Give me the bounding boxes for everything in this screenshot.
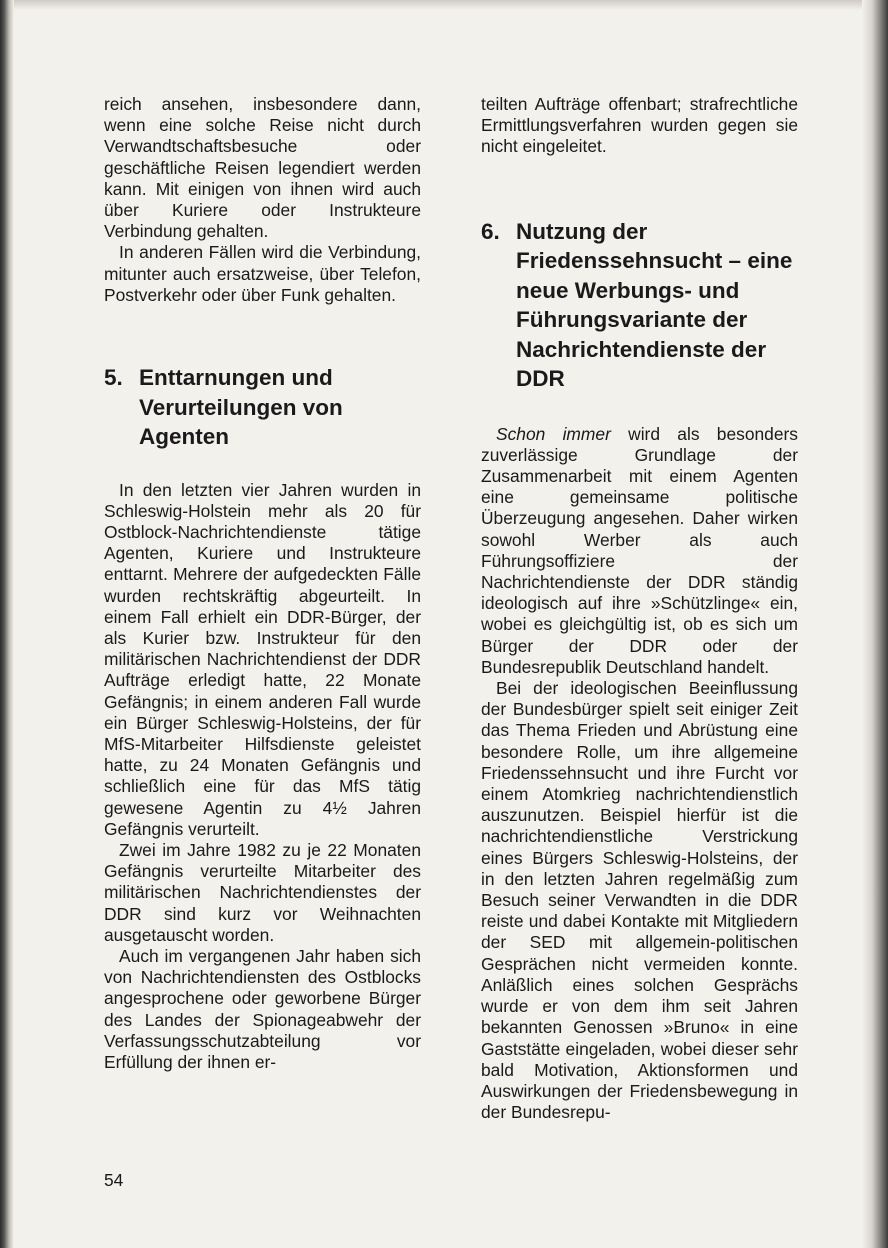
left-paragraph-2: In anderen Fällen wird die Verbindung, mitunter auch ersatzweise, über Telefon, Postverkehr oder über Funk gehalten. xyxy=(104,242,421,305)
scan-binding-edge xyxy=(0,0,14,1248)
section-5-heading xyxy=(104,363,421,452)
scan-top-edge xyxy=(0,0,888,10)
section-6-heading xyxy=(481,217,798,394)
section-6-number: 6. xyxy=(481,218,500,244)
left-paragraph-1: reich ansehen, insbesondere dann, wenn eine solche Reise nicht durch Verwandtschaftsbesuche oder geschäftliche Reisen legendiert werden kann. Mit einigen von ihnen wird auch über Kuriere oder Instrukteure Verbindung gehalten. xyxy=(104,94,421,242)
page-number: 54 xyxy=(104,1170,124,1190)
right-paragraph-2-body: wird als besonders zuverlässige Grundlage der Zusammenarbeit mit einem Agenten eine gemeinsame politische Überzeugung angesehen. Daher wirken sowohl Werber als auch Führungsoffiziere der Nachrichtendienste der DDR ständig ideologisch auf ihre »Schützlinge« ein, wobei es gleichgültig ist, ob es sich um Bürger der DDR oder der Bundesrepublik Deutschland handelt. xyxy=(481,423,798,677)
scan-right-edge xyxy=(862,0,888,1248)
section-6-title: Nutzung der Friedenssehnsucht – eine neue Werbungs- und Führungsvariante der Nachrichtendienste der DDR xyxy=(516,218,793,392)
left-column xyxy=(104,94,421,1073)
right-paragraph-3: Bei der ideologischen Beeinflussung der Bundesbürger spielt seit einiger Zeit das Thema Frieden und Abrüstung eine besondere Rolle, um ihre allgemeine Friedenssehnsucht und ihre Furcht vor einem Atomkrieg nachrichtendienstlich auszunutzen. Beispiel hierfür ist die nachrichtendienstliche Verstrickung eines Bürgers Schleswig-Holsteins, der in den letzten Jahren regelmäßig zum Besuch seiner Verwandten in die DDR reiste und dabei Kontakte mit Mitgliedern der SED mit allgemein-politischen Gesprächen nicht vermeiden konnte. Anläßlich eines solchen Gesprächs wurde er von dem ihm seit Jahren bekannten Genossen »Bruno« in eine Gaststätte eingeladen, wobei dieser sehr bald Motivation, Aktionsformen und Auswirkungen der Friedensbewegung in der Bundesrepu- xyxy=(481,678,798,1123)
section-5-number: 5. xyxy=(104,365,123,391)
right-paragraph-1: teilten Aufträge offenbart; strafrechtliche Ermittlungsverfahren wurden gegen sie nicht eingeleitet. xyxy=(481,94,798,157)
left-paragraph-4: Zwei im Jahre 1982 zu je 22 Monaten Gefängnis verurteilte Mitarbeiter des militärischen Nachrichtendienstes der DDR sind kurz vor Weihnachten ausgetauscht worden. xyxy=(104,839,421,945)
right-column xyxy=(481,94,798,1123)
right-paragraph-2 xyxy=(481,424,798,678)
left-paragraph-5: Auch im vergangenen Jahr haben sich von Nachrichtendiensten des Ostblocks angesprochene oder geworbene Bürger des Landes der Spionageabwehr der Verfassungsschutzabteilung vor Erfüllung der ihnen er- xyxy=(104,946,421,1073)
right-paragraph-2-lead: Schon immer xyxy=(496,423,611,444)
left-paragraph-3: In den letzten vier Jahren wurden in Schleswig-Holstein mehr als 20 für Ostblock-Nachrichtendienste tätige Agenten, Kuriere und Instrukteure enttarnt. Mehrere der aufgedeckten Fälle wurden rechtskräftig abgeurteilt. In einem Fall erhielt ein DDR-Bürger, der als Kurier bzw. Instrukteur für den militärischen Nachrichtendienst der DDR Aufträge erledigt hatte, 22 Monate Gefängnis; in einem anderen Fall wurde ein Bürger Schleswig-Holsteins, der für MfS-Mitarbeiter Hilfsdienste geleistet hatte, zu 24 Monaten Gefängnis und schließlich eine für das MfS tätig gewesene Agentin zu 4½ Jahren Gefängnis verurteilt. xyxy=(104,479,421,839)
section-5-title: Enttarnungen und Verurteilungen von Agenten xyxy=(139,365,343,450)
